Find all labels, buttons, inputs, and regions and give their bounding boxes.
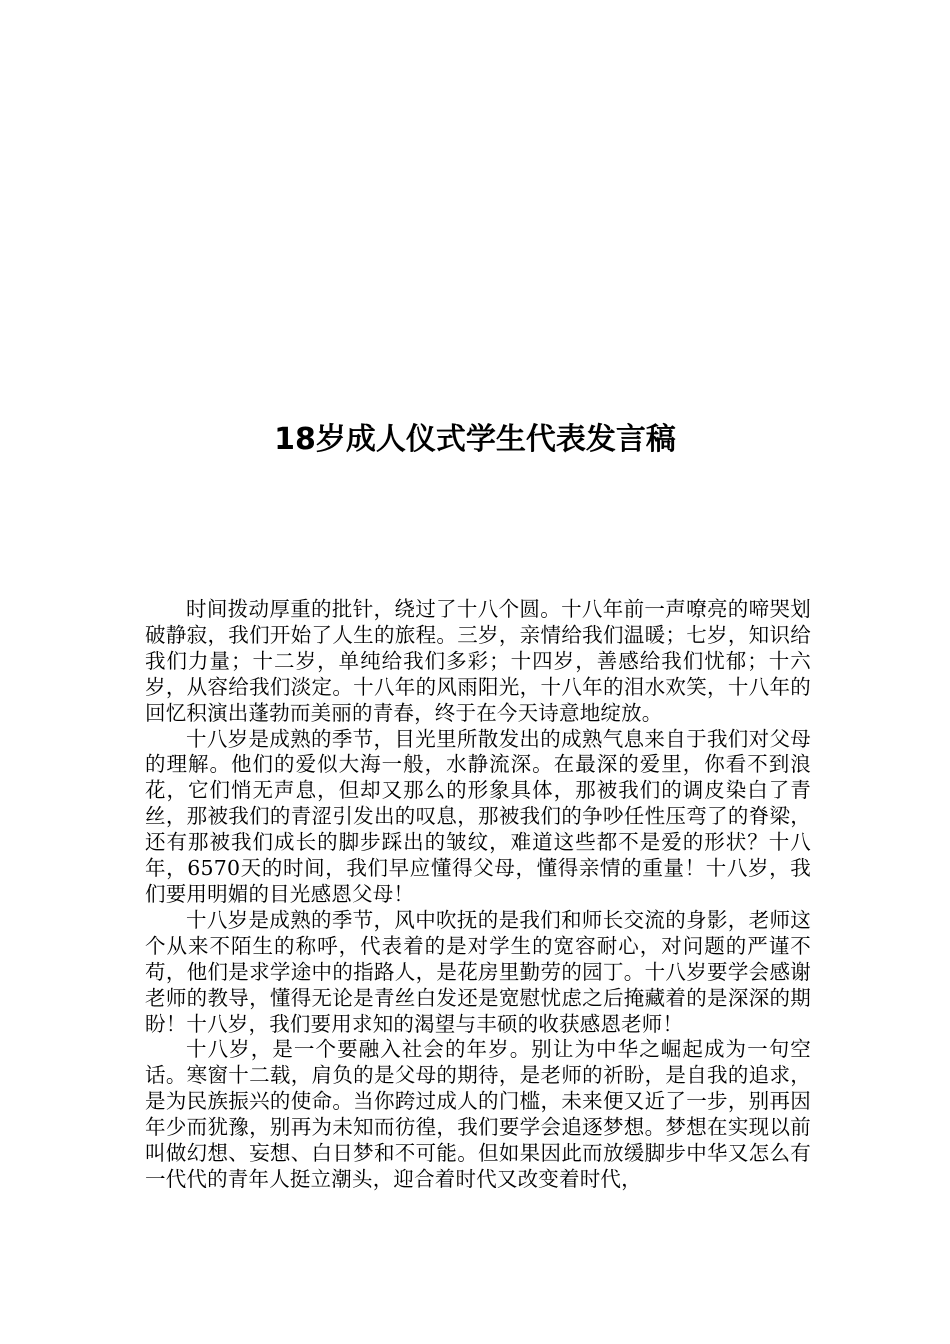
paragraph: 十八岁是成熟的季节，风中吹抚的是我们和师长交流的身影，老师这个从来不陌生的称呼，代表着的是对学生的宽容耐心，对问题的严谨不苟，他们是求学途中的指路人，是花房里勤劳的园丁。十八岁要学会感谢老师的教导，懂得无论是青丝白发还是宽慰忧虑之后掩藏着的是深深的期盼！十八岁，我们要用求知的渴望与丰硕的收获感恩老师！ — [145, 907, 811, 1036]
paragraph: 十八岁，是一个要融入社会的年岁。别让为中华之崛起成为一句空话。寒窗十二载，肩负的是父母的期待，是老师的祈盼，是自我的追求，是为民族振兴的使命。当你跨过成人的门槛，未来便又近了一步，别再因年少而犹豫，别再为未知而彷徨，我们要学会追逐梦想。梦想在实现以前叫做幻想、妄想、白日梦和不可能。但如果因此而放缓脚步中华又怎么有一代代的青年人挺立潮头，迎合着时代又改变着时代， — [145, 1037, 811, 1191]
document-title: 18岁成人仪式学生代表发言稿 — [274, 422, 676, 457]
document-body — [145, 597, 811, 1193]
paragraph: 时间拨动厚重的批针，绕过了十八个圆。十八年前一声嘹亮的啼哭划破静寂，我们开始了人生的旅程。三岁，亲情给我们温暖；七岁，知识给我们力量；十二岁，单纯给我们多彩；十四岁，善感给我们忧郁；十六岁，从容给我们淡定。十八年的风雨阳光，十八年的泪水欢笑，十八年的回忆积演出蓬勃而美丽的青春，终于在今天诗意地绽放。 — [145, 597, 811, 725]
paragraph: 十八岁是成熟的季节，目光里所散发出的成熟气息来自于我们对父母的理解。他们的爱似大海一般，水静流深。在最深的爱里，你看不到浪花，它们悄无声息，但却又那么的形象具体，那被我们的调皮染白了青丝，那被我们的青涩引发出的叹息，那被我们的争吵任性压弯了的脊梁，还有那被我们成长的脚步踩出的皱纹，难道这些都不是爱的形状？十八年，6570天的时间，我们早应懂得父母，懂得亲情的重量！十八岁，我们要用明媚的目光感恩父母！ — [145, 726, 811, 906]
